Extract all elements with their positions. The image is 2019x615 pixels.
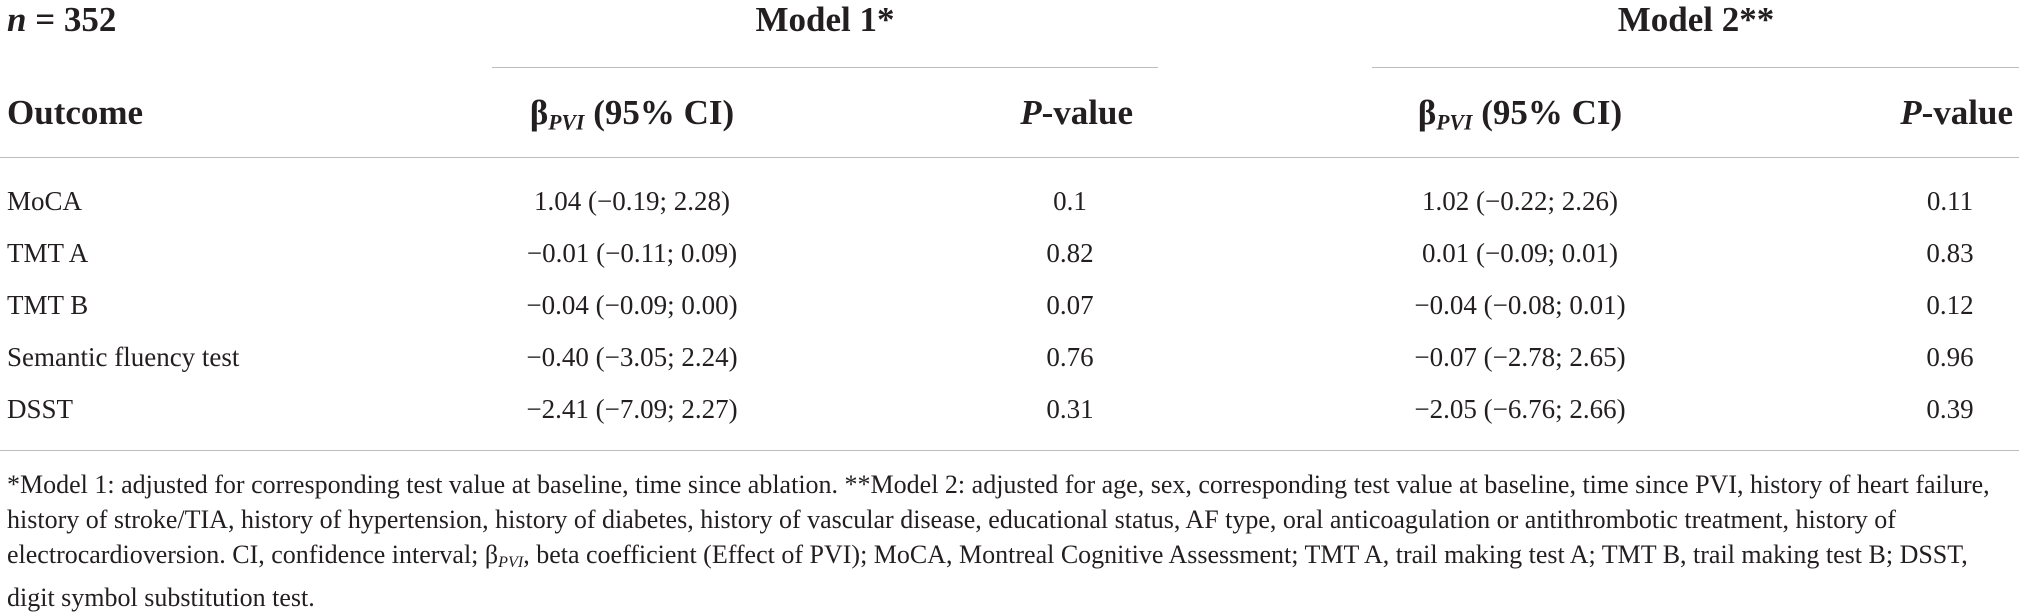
- col-m1-beta-header: [530, 93, 734, 135]
- col-outcome-header: Outcome: [7, 93, 144, 132]
- model2-header: Model 2**: [1617, 0, 1775, 39]
- footnote-beta-subscript: PVI: [498, 554, 524, 572]
- row-m1-beta: −0.04 (−0.09; 0.00): [526, 290, 738, 320]
- table-footnote: [7, 467, 2010, 615]
- header-rule: [0, 157, 2019, 158]
- beta-subscript: PVI: [1436, 110, 1473, 135]
- p-suffix: -value: [1921, 93, 2013, 132]
- sample-n-label: n: [7, 0, 27, 39]
- row-m1-p: 0.1: [1053, 186, 1087, 216]
- row-outcome: MoCA: [7, 186, 83, 216]
- footnote-beta-symbol: β: [484, 540, 499, 569]
- sample-size: [7, 0, 116, 40]
- row-m1-p: 0.31: [1046, 394, 1094, 424]
- row-m2-beta: −2.05 (−6.76; 2.66): [1414, 394, 1626, 424]
- model1-header: Model 1*: [755, 0, 895, 39]
- row-outcome: Semantic fluency test: [7, 342, 240, 372]
- beta-subscript: PVI: [548, 110, 585, 135]
- row-m2-beta: 0.01 (−0.09; 0.01): [1422, 238, 1618, 268]
- row-outcome: TMT B: [7, 290, 89, 320]
- beta-ci-label: (95% CI): [1481, 93, 1623, 132]
- table-bottom-rule: [0, 450, 2019, 451]
- row-m2-beta: −0.04 (−0.08; 0.01): [1414, 290, 1626, 320]
- model2-spanner-rule: [1372, 67, 2019, 68]
- col-m1-p-header: [1020, 93, 1133, 133]
- col-m2-beta-header: [1418, 93, 1622, 135]
- row-m2-p: 0.96: [1926, 342, 1974, 372]
- row-m1-beta: 1.04 (−0.19; 2.28): [534, 186, 730, 216]
- row-m1-p: 0.76: [1046, 342, 1094, 372]
- row-m2-p: 0.11: [1926, 186, 1974, 216]
- row-m2-beta: −0.07 (−2.78; 2.65): [1414, 342, 1626, 372]
- model1-spanner-rule: [492, 67, 1158, 68]
- footnote-text-1: *Model 1: adjusted for corresponding test value at baseline, time since ablation. **Model 2: adjusted for age, sex, corresponding test value at baseline, time since PVI, history of heart failure, history of stroke/TIA, history of hypertension, history of diabetes, history of vascular disease, educational status, AF type, oral anticoagulation or antithrombotic treatment, history of electrocardioversion. CI, confidence interval;: [7, 470, 1990, 569]
- col-m2-p-header: [1900, 93, 2013, 133]
- row-m1-beta: −2.41 (−7.09; 2.27): [526, 394, 738, 424]
- row-m2-p: 0.12: [1926, 290, 1974, 320]
- row-m1-p: 0.07: [1046, 290, 1094, 320]
- row-outcome: DSST: [7, 394, 74, 424]
- row-outcome: TMT A: [7, 238, 89, 268]
- row-m1-p: 0.82: [1046, 238, 1094, 268]
- beta-symbol: β: [1417, 93, 1437, 132]
- beta-ci-label: (95% CI): [593, 93, 735, 132]
- beta-symbol: β: [529, 93, 549, 132]
- row-m1-beta: −0.40 (−3.05; 2.24): [526, 342, 738, 372]
- p-letter: P: [1020, 93, 1042, 132]
- p-letter: P: [1900, 93, 1922, 132]
- row-m2-beta: 1.02 (−0.22; 2.26): [1422, 186, 1618, 216]
- sample-n-value: = 352: [35, 0, 117, 39]
- row-m2-p: 0.83: [1926, 238, 1974, 268]
- row-m1-beta: −0.01 (−0.11; 0.09): [526, 238, 738, 268]
- row-m2-p: 0.39: [1926, 394, 1974, 424]
- footnote-text-2: , beta coefficient (Effect of PVI); MoCA, Montreal Cognitive Assessment; TMT A, trail making test A; TMT B, trail making test B; DSST, digit symbol substitution test.: [7, 540, 1968, 613]
- p-suffix: -value: [1041, 93, 1133, 132]
